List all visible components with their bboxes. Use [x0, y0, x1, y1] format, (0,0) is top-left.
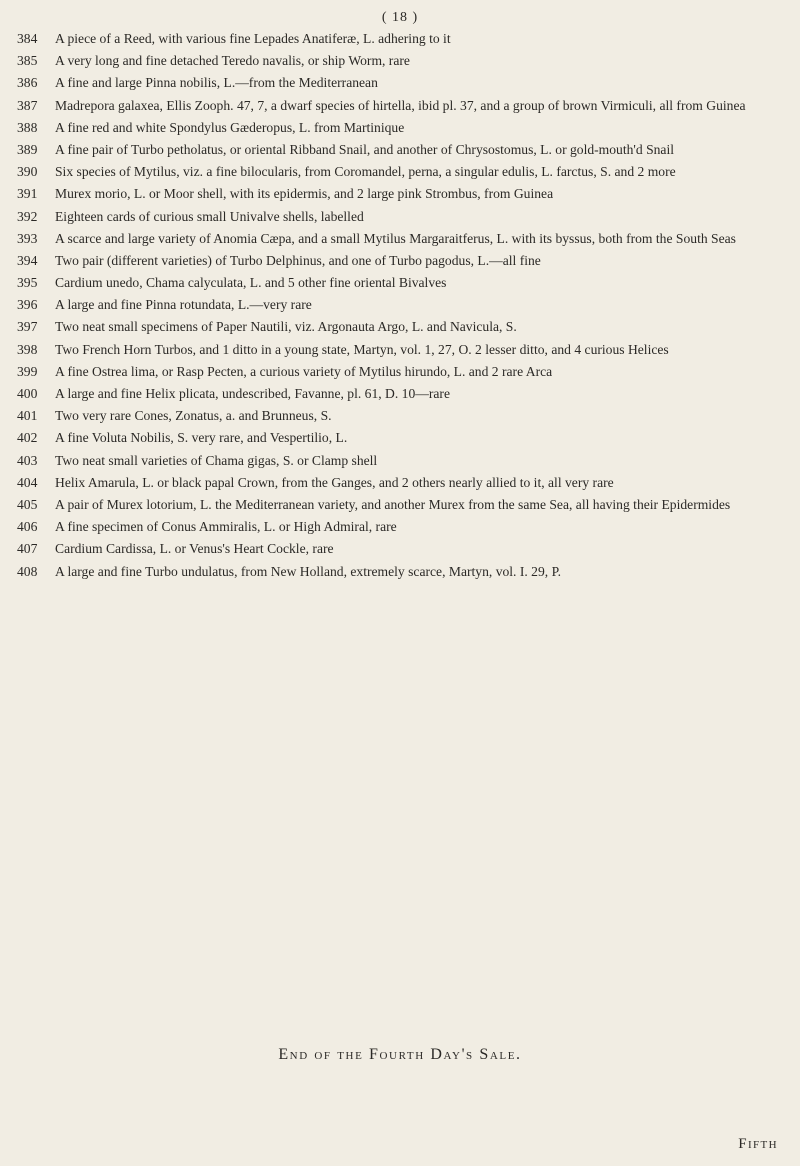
lot-description: A fine pair of Turbo petholatus, or oriental Ribband Snail, and another of Chrysostomus, L. or gold-mouth'd Snail — [55, 141, 675, 157]
lot-entry — [0, 163, 800, 180]
lot-description: A fine and large Pinna nobilis, L.—from the Mediterranean — [55, 75, 378, 91]
lot-entry — [0, 407, 800, 424]
lot-description: Cardium Cardissa, L. or Venus's Heart Cockle, rare — [55, 541, 334, 557]
lot-number: 400 — [17, 386, 38, 401]
catchword: Fifth — [738, 1136, 778, 1152]
lot-number: 403 — [17, 452, 38, 468]
lot-number: 390 — [17, 164, 38, 180]
lot-entry — [0, 274, 800, 291]
lot-entry — [0, 252, 800, 269]
lot-description: Two neat small specimens of Paper Nautili, viz. Argonauta Argo, L. and Navicula, S. — [55, 319, 517, 335]
lot-number: 394 — [17, 252, 38, 268]
page-number: ( 18 ) — [381, 10, 419, 25]
lot-number: 388 — [17, 119, 38, 135]
lot-entry — [0, 363, 800, 380]
lot-description: Cardium unedo, Chama calyculata, L. and 5 other fine oriental Bivalves — [55, 275, 447, 291]
lot-number: 396 — [17, 297, 38, 313]
lot-description: A fine Ostrea lima, or Rasp Pecten, a curious variety of Mytilus hirundo, L. and 2 rare Arca — [55, 363, 553, 379]
lot-description: A piece of a Reed, with various fine Lepades Anatiferæ, L. adhering to it — [55, 31, 451, 46]
lot-number: 402 — [17, 430, 38, 446]
lot-description: A pair of Murex lotorium, L. the Mediterranean variety, and another Murex from the same Sea, all having their Epidermides — [55, 496, 731, 512]
lot-number: 408 — [17, 563, 38, 579]
lot-number: 406 — [17, 519, 38, 535]
lot-entry — [0, 385, 800, 402]
lot-entry — [0, 496, 800, 513]
lot-description: A fine Voluta Nobilis, S. very rare, and Vespertilio, L. — [55, 430, 348, 446]
lot-description: A fine red and white Spondylus Gæderopus, L. from Martinique — [55, 119, 405, 135]
lot-description: Helix Amarula, L. or black papal Crown, from the Ganges, and 2 others nearly allied to it, all very rare — [55, 474, 614, 490]
lot-entry — [0, 119, 800, 136]
lot-description: Two pair (different varieties) of Turbo Delphinus, and one of Turbo pagodus, L.—all fine — [55, 252, 541, 268]
lot-number: 407 — [17, 541, 38, 557]
lot-number: 397 — [17, 319, 38, 335]
lot-description: Eighteen cards of curious small Univalve shells, labelled — [55, 208, 364, 224]
lot-description: A large and fine Turbo undulatus, from New Holland, extremely scarce, Martyn, vol. I. 29, P. — [55, 563, 562, 579]
lot-number: 398 — [17, 341, 38, 357]
lot-entry — [0, 429, 800, 446]
lot-description: Two neat small varieties of Chama gigas, S. or Clamp shell — [55, 452, 378, 468]
lot-description: Two French Horn Turbos, and 1 ditto in a young state, Martyn, vol. 1, 27, O. 2 lesser ditto, and 4 curious Helices — [55, 341, 669, 357]
lot-entry — [0, 341, 800, 358]
lot-number: 384 — [17, 31, 38, 46]
lot-entry — [0, 52, 800, 69]
lot-entry — [0, 30, 800, 47]
lot-number: 391 — [17, 186, 38, 202]
lot-description: Two very rare Cones, Zonatus, a. and Brunneus, S. — [55, 408, 332, 424]
lot-description: Murex morio, L. or Moor shell, with its epidermis, and 2 large pink Strombus, from Guinea — [55, 186, 554, 202]
lot-description: Six species of Mytilus, viz. a fine bilocularis, from Coromandel, perna, a singular edulis, L. farctus, S. and 2 more — [55, 164, 676, 180]
lot-entry — [0, 230, 800, 247]
lot-description: Madrepora galaxea, Ellis Zooph. 47, 7, a dwarf species of hirtella, ibid pl. 37, and a group of brown Virmiculi, all from Guinea — [55, 97, 746, 113]
lot-entry — [0, 563, 800, 580]
lot-number: 399 — [17, 363, 38, 379]
lot-entry — [0, 474, 800, 491]
lot-description: A scarce and large variety of Anomia Cæpa, and a small Mytilus Margaraitferus, L. with its byssus, both from the South Seas — [55, 230, 736, 246]
end-of-sale-note: End of the Fourth Day's Sale. — [278, 1046, 522, 1063]
lot-entry — [0, 518, 800, 535]
lot-number: 389 — [17, 141, 38, 157]
lot-number: 393 — [17, 230, 38, 246]
lot-number: 385 — [17, 53, 38, 69]
lot-number: 401 — [17, 408, 38, 424]
lot-description: A large and fine Pinna rotundata, L.—very rare — [55, 297, 312, 313]
lot-entry — [0, 97, 800, 114]
lot-entry — [0, 185, 800, 202]
lot-entry — [0, 74, 800, 91]
lot-entry — [0, 296, 800, 313]
lot-number: 386 — [17, 75, 38, 91]
lot-number: 405 — [17, 496, 38, 512]
lot-list — [0, 30, 800, 585]
lot-entry — [0, 540, 800, 557]
lot-entry — [0, 452, 800, 469]
lot-number: 392 — [17, 208, 38, 224]
lot-number: 395 — [17, 275, 38, 291]
lot-description: A very long and fine detached Teredo navalis, or ship Worm, rare — [55, 53, 410, 69]
lot-description: A fine specimen of Conus Ammiralis, L. or High Admiral, rare — [55, 519, 397, 535]
lot-number: 387 — [17, 97, 38, 113]
lot-entry — [0, 318, 800, 335]
lot-entry — [0, 141, 800, 158]
lot-description: A large and fine Helix plicata, undescribed, Favanne, pl. 61, D. 10—rare — [55, 386, 450, 401]
lot-entry — [0, 208, 800, 225]
lot-number: 404 — [17, 474, 38, 490]
